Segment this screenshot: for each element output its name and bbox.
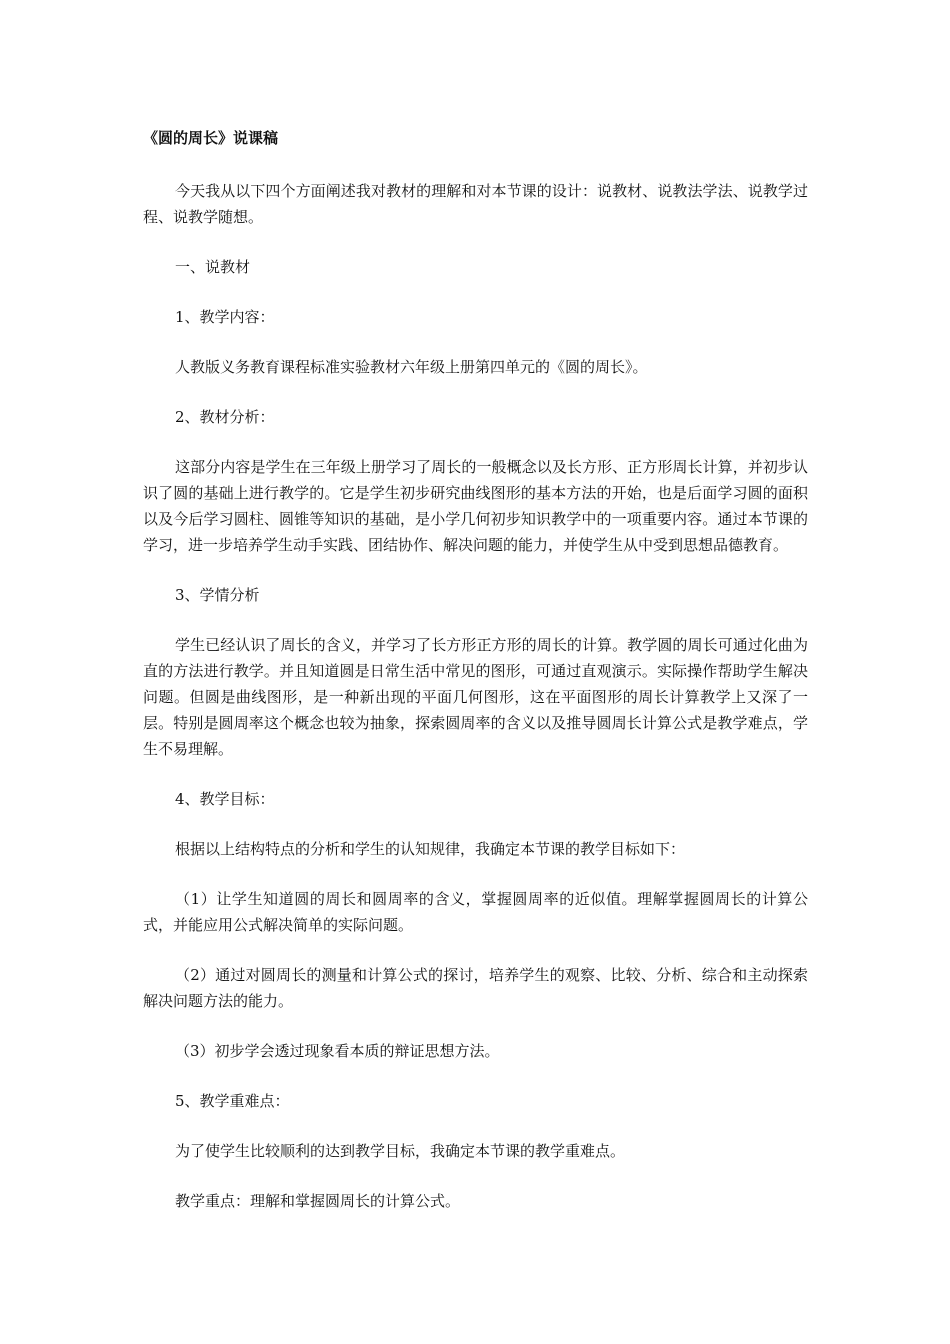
paragraph-goal-3: （3）初步学会透过现象看本质的辩证思想方法。 — [175, 1042, 500, 1060]
subheading-learner-analysis: 3、学情分析 — [175, 586, 260, 604]
paragraph-key-points-intro: 为了使学生比较顺利的达到教学目标，我确定本节课的教学重难点。 — [175, 1142, 626, 1160]
subheading-teaching-content: 1、教学内容： — [175, 308, 275, 326]
subheading-material-analysis: 2、教材分析： — [175, 408, 275, 426]
section-heading-teaching-material: 一、说教材 — [175, 258, 251, 276]
paragraph-goals-intro: 根据以上结构特点的分析和学生的认知规律，我确定本节课的教学目标如下： — [175, 840, 686, 858]
paragraph-material-analysis: 这部分内容是学生在三年级上册学习了周长的一般概念以及长方形、正方形周长计算，并初步认识了圆的基础上进行教学的。它是学生初步研究曲线图形的基本方法的开始，也是后面学习圆的面积以及今后学习圆柱、圆锥等知识的基础，是小学几何初步知识教学中的一项重要内容。通过本节课的学习，进一步培养学生动手实践、团结协作、解决问题的能力，并使学生从中受到思想品德教育。 — [143, 458, 808, 554]
paragraph-goal-1: （1）让学生知道圆的周长和圆周率的含义，掌握圆周率的近似值。理解掌握圆周长的计算公式，并能应用公式解决简单的实际问题。 — [143, 890, 808, 934]
paragraph-learner-analysis: 学生已经认识了周长的含义，并学习了长方形正方形的周长的计算。教学圆的周长可通过化曲为直的方法进行教学。并且知道圆是日常生活中常见的图形，可通过直观演示。实际操作帮助学生解决问题。但圆是曲线图形，是一种新出现的平面几何图形，这在平面图形的周长计算教学上又深了一层。特别是圆周率这个概念也较为抽象，探索圆周率的含义以及推导圆周长计算公式是教学难点，学生不易理解。 — [143, 636, 808, 758]
intro-paragraph: 今天我从以下四个方面阐述我对教材的理解和对本节课的设计：说教材、说教法学法、说教学过程、说教学随想。 — [143, 182, 808, 226]
subheading-key-difficult-points: 5、教学重难点： — [175, 1092, 290, 1110]
subheading-teaching-goals: 4、教学目标： — [175, 790, 275, 808]
paragraph-teaching-content: 人教版义务教育课程标准实验教材六年级上册第四单元的《圆的周长》。 — [175, 358, 648, 376]
paragraph-teaching-focus: 教学重点：理解和掌握圆周长的计算公式。 — [175, 1192, 461, 1210]
paragraph-goal-2: （2）通过对圆周长的测量和计算公式的探讨，培养学生的观察、比较、分析、综合和主动探索解决问题方法的能力。 — [143, 966, 808, 1010]
document-body — [143, 127, 808, 1238]
document-title: 《圆的周长》说课稿 — [143, 129, 279, 147]
